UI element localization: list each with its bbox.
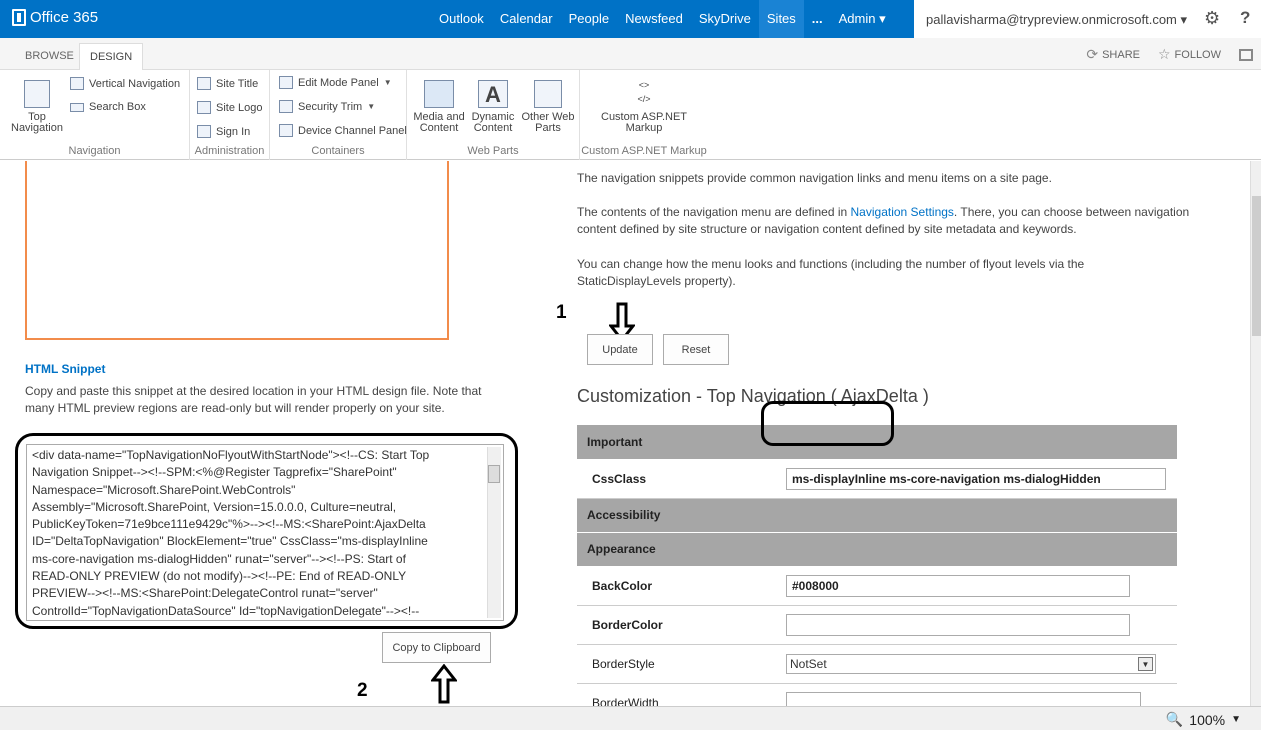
security-trim-button[interactable] bbox=[279, 100, 375, 113]
site-logo-label: Site Logo bbox=[216, 101, 263, 114]
nav-snippet-intro: The navigation snippets provide common navigation links and menu items on a site page. bbox=[577, 171, 1052, 185]
status-bar bbox=[0, 706, 1261, 730]
borderstyle-select[interactable] bbox=[786, 654, 1156, 674]
vertical-navigation-button[interactable] bbox=[70, 77, 180, 90]
ribbon-tabs bbox=[0, 38, 1261, 70]
section-accessibility[interactable] bbox=[577, 498, 1177, 532]
customization-title: Customization - Top Navigation ( AjaxDelta ) bbox=[577, 386, 929, 406]
section-appearance[interactable] bbox=[577, 532, 1177, 566]
user-menu[interactable]: pallavisharma@trypreview.onmicrosoft.com ▾ bbox=[926, 12, 1188, 27]
snippet-code-box[interactable] bbox=[26, 444, 504, 621]
search-box-icon bbox=[70, 103, 84, 112]
other-web-parts-button[interactable] bbox=[520, 80, 576, 134]
tab-design[interactable]: DESIGN bbox=[79, 43, 143, 70]
cssclass-label: CssClass bbox=[577, 459, 777, 498]
focus-content-icon[interactable] bbox=[1239, 49, 1253, 61]
nav-newsfeed[interactable]: Newsfeed bbox=[625, 11, 683, 26]
property-row-borderwidth bbox=[577, 683, 1177, 706]
search-box-button[interactable] bbox=[70, 101, 146, 113]
backcolor-label: BackColor bbox=[577, 566, 777, 605]
security-trim-icon bbox=[279, 100, 293, 113]
dynamic-content-label: Dynamic Content bbox=[471, 111, 515, 134]
share-icon: ⟳ bbox=[1086, 46, 1099, 62]
borderstyle-label: BorderStyle bbox=[577, 644, 777, 683]
code-line: PublicKeyToken=71e9bce111e9429c"%>--><!--MS:<SharePoint:AjaxDelta bbox=[32, 517, 426, 532]
property-row-backcolor bbox=[577, 566, 1177, 605]
tab-browse[interactable]: BROWSE bbox=[25, 50, 74, 62]
web-part-icon bbox=[534, 80, 562, 108]
annotation-number-1: 1 bbox=[556, 302, 567, 323]
annotation-number-2: 2 bbox=[357, 680, 368, 701]
site-title-label: Site Title bbox=[216, 77, 259, 90]
brand-label: Office 365 bbox=[30, 9, 99, 26]
nav-more[interactable]: ... bbox=[811, 11, 823, 26]
group-custom-markup bbox=[580, 70, 708, 160]
security-trim-label: Security Trim bbox=[298, 100, 363, 113]
code-line: Navigation Snippet--><!--SPM:<%@Register Tagprefix="SharePoint" bbox=[32, 465, 397, 480]
device-channel-panel-label: Device Channel Panel bbox=[298, 124, 407, 137]
group-containers-name: Containers bbox=[311, 145, 365, 157]
html-snippet-heading: HTML Snippet bbox=[25, 362, 106, 376]
vertical-navigation-icon bbox=[70, 77, 84, 90]
dynamic-content-icon: A bbox=[478, 80, 508, 108]
flyout-paragraph: You can change how the menu looks and functions (including the number of flyout levels via the StaticDisplayLevels property). bbox=[577, 257, 1085, 288]
main-content bbox=[0, 161, 1250, 706]
media-content-button[interactable] bbox=[412, 80, 466, 134]
copy-to-clipboard-button[interactable]: Copy to Clipboard bbox=[382, 632, 491, 663]
zoom-level: 100% bbox=[1189, 711, 1226, 728]
site-title-icon bbox=[197, 77, 211, 90]
snippet-preview bbox=[25, 161, 449, 340]
cssclass-input[interactable] bbox=[786, 468, 1166, 490]
chevron-down-icon: ▼ bbox=[1231, 714, 1241, 725]
bordercolor-input[interactable] bbox=[786, 614, 1130, 636]
code-line: READ-ONLY PREVIEW (do not modify)--><!--PE: End of READ-ONLY bbox=[32, 569, 407, 584]
group-containers bbox=[270, 70, 407, 160]
property-grid bbox=[577, 425, 1177, 706]
code-line: Assembly="Microsoft.SharePoint, Version=15.0.0.0, Culture=neutral, bbox=[32, 499, 397, 514]
suite-bar bbox=[0, 0, 1261, 38]
site-title-button[interactable] bbox=[197, 77, 258, 90]
code-icon: <> </> bbox=[637, 80, 651, 104]
borderstyle-value: NotSet bbox=[790, 656, 827, 671]
sign-in-icon bbox=[197, 125, 211, 138]
reset-button[interactable]: Reset bbox=[663, 334, 729, 365]
nav-people[interactable]: People bbox=[568, 11, 610, 26]
section-important[interactable] bbox=[577, 425, 1177, 459]
code-line: ControlId="TopNavigationDataSource" Id="topNavigationDelegate"--><!-- bbox=[32, 603, 420, 618]
edit-mode-panel-label: Edit Mode Panel bbox=[298, 76, 379, 89]
custom-aspnet-markup-label: Custom ASP.NET Markup bbox=[601, 111, 687, 134]
code-line: Namespace="Microsoft.SharePoint.WebControls" bbox=[32, 482, 296, 497]
office365-brand[interactable] bbox=[12, 9, 98, 26]
nav-settings-text-pre: The contents of the navigation menu are defined in bbox=[577, 205, 851, 219]
follow-label: FOLLOW bbox=[1174, 48, 1221, 61]
site-logo-button[interactable] bbox=[197, 101, 262, 114]
share-button[interactable] bbox=[1086, 46, 1140, 63]
nav-settings-paragraph bbox=[577, 204, 1197, 238]
other-web-parts-label: Other Web Parts bbox=[521, 111, 575, 134]
user-area bbox=[914, 0, 1261, 38]
ribbon-actions bbox=[1086, 46, 1261, 63]
property-row-bordercolor bbox=[577, 605, 1177, 644]
annotation-arrow-up-icon bbox=[431, 664, 457, 704]
group-custom-markup-name: Custom ASP.NET Markup bbox=[581, 145, 707, 157]
nav-sites[interactable]: Sites bbox=[759, 0, 804, 38]
share-label: SHARE bbox=[1102, 48, 1140, 61]
star-icon: ☆ bbox=[1157, 46, 1171, 62]
nav-calendar[interactable]: Calendar bbox=[499, 11, 553, 26]
code-line: <div data-name="TopNavigationNoFlyoutWithStartNode"><!--CS: Start Top bbox=[32, 448, 430, 462]
borderwidth-input[interactable] bbox=[786, 692, 1141, 707]
sign-in-label: Sign In bbox=[216, 125, 251, 138]
gear-icon[interactable]: ⚙ bbox=[1204, 8, 1221, 28]
search-box-label: Search Box bbox=[89, 101, 146, 113]
follow-button[interactable] bbox=[1158, 46, 1221, 63]
device-channel-panel-button[interactable] bbox=[279, 124, 407, 137]
nav-skydrive[interactable]: SkyDrive bbox=[698, 11, 751, 26]
nav-outlook[interactable]: Outlook bbox=[439, 11, 484, 26]
dynamic-content-button[interactable] bbox=[468, 80, 518, 134]
page-scrollbar[interactable] bbox=[1250, 161, 1261, 706]
device-channel-panel-icon bbox=[279, 124, 293, 137]
backcolor-input[interactable] bbox=[786, 575, 1130, 597]
html-snippet-description: Copy and paste this snippet at the desired location in your HTML design file. Note that many HTML preview regions are read-only but will render properly on your site. bbox=[25, 384, 482, 415]
bordercolor-label: BorderColor bbox=[577, 605, 777, 644]
group-administration-name: Administration bbox=[194, 145, 265, 157]
group-administration bbox=[190, 70, 270, 160]
group-web-parts bbox=[407, 70, 580, 160]
navigation-settings-link[interactable]: Navigation Settings bbox=[850, 205, 954, 219]
zoom-control[interactable] bbox=[1166, 711, 1241, 728]
code-line: PREVIEW--><!--MS:<SharePoint:DelegateControl runat="server" bbox=[32, 586, 378, 601]
chevron-down-icon: ▼ bbox=[383, 78, 392, 87]
section-appearance-label: Appearance bbox=[577, 532, 1177, 566]
code-scrollbar-thumb[interactable] bbox=[488, 465, 500, 483]
update-button[interactable]: Update bbox=[587, 334, 653, 365]
sign-in-button[interactable] bbox=[197, 125, 250, 138]
top-navigation-button[interactable] bbox=[8, 80, 66, 134]
site-logo-icon bbox=[197, 101, 211, 114]
group-web-parts-name: Web Parts bbox=[467, 145, 519, 157]
section-important-label: Important bbox=[577, 425, 1177, 459]
group-navigation bbox=[0, 70, 190, 160]
chevron-down-icon: ▼ bbox=[367, 102, 376, 111]
group-navigation-name: Navigation bbox=[68, 145, 121, 157]
media-content-label: Media and Content bbox=[413, 111, 465, 134]
top-navigation-label: Top Navigation bbox=[11, 111, 63, 134]
zoom-icon: 🔍 bbox=[1165, 711, 1184, 727]
top-navigation-icon bbox=[24, 80, 50, 108]
office-logo-icon bbox=[12, 9, 26, 26]
property-row-borderstyle bbox=[577, 644, 1177, 683]
property-row-cssclass bbox=[577, 459, 1177, 498]
speaker-icon bbox=[424, 80, 454, 108]
nav-admin[interactable]: Admin ▾ bbox=[838, 11, 886, 26]
edit-mode-panel-icon bbox=[279, 76, 293, 89]
chevron-down-icon: ▼ bbox=[1138, 657, 1153, 671]
code-line: ms-core-navigation ms-dialogHidden" runat="server"--><!--PS: Start of bbox=[32, 551, 406, 566]
edit-mode-panel-button[interactable] bbox=[279, 76, 392, 89]
section-accessibility-label: Accessibility bbox=[577, 498, 1177, 532]
code-line: ID="DeltaTopNavigation" BlockElement="true" CssClass="ms-displayInline bbox=[32, 534, 428, 549]
custom-aspnet-markup-button[interactable] bbox=[594, 78, 694, 134]
suite-nav bbox=[431, 0, 894, 38]
page-scrollbar-thumb[interactable] bbox=[1252, 196, 1261, 336]
help-icon[interactable]: ? bbox=[1240, 8, 1251, 27]
ribbon bbox=[0, 70, 1261, 160]
vertical-navigation-label: Vertical Navigation bbox=[89, 77, 181, 90]
borderwidth-label: BorderWidth bbox=[577, 683, 777, 706]
nav-settings-text-post: . There, you can choose between navigation content defined by site structure or navigation content defined by site metadata and keywords. bbox=[577, 205, 1190, 236]
